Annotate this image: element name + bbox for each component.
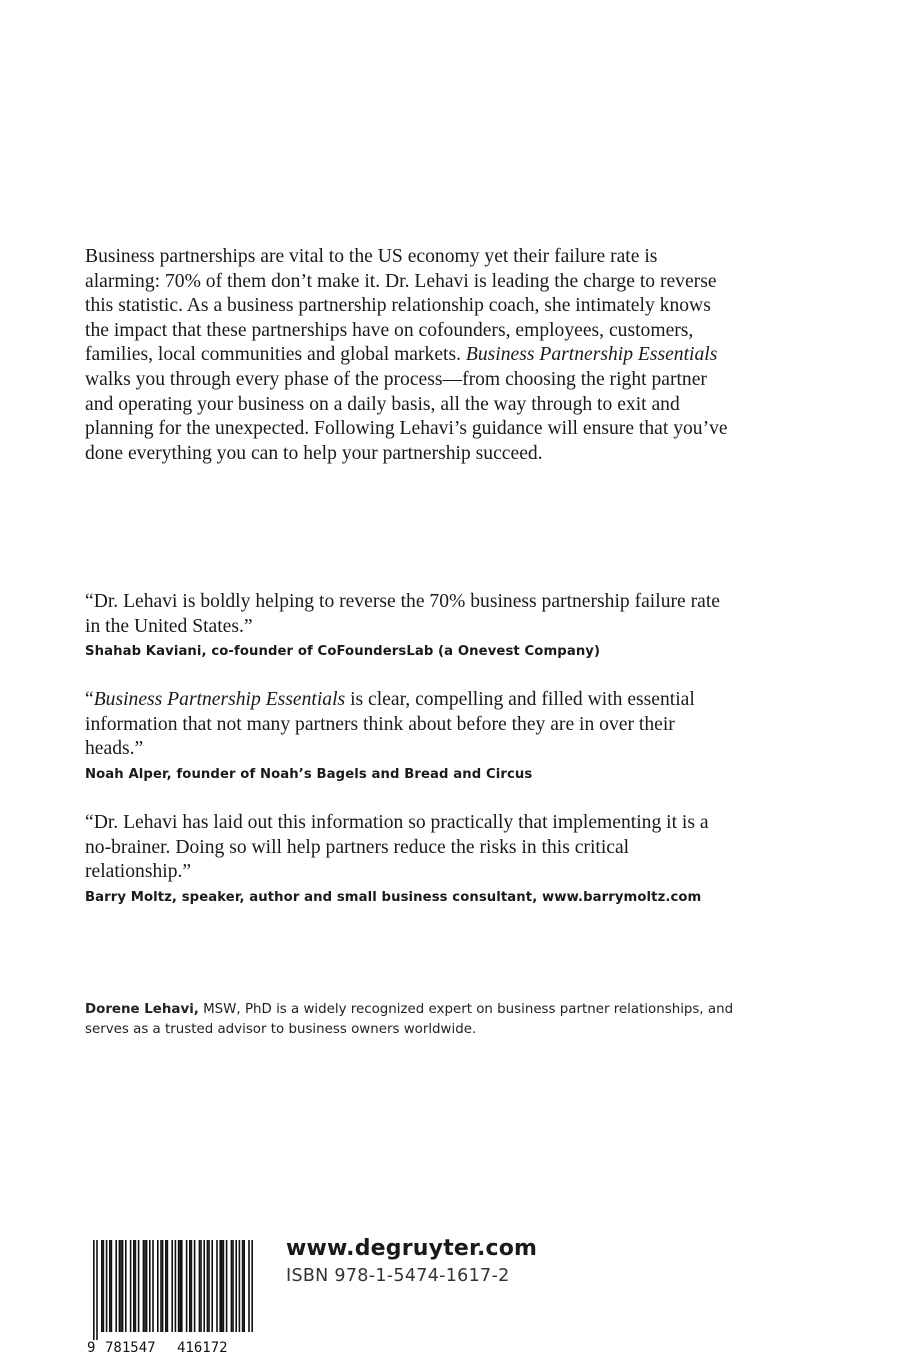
barcode-bar [203,1240,205,1332]
testimonial-attribution: Shahab Kaviani, co-founder of CoFoundersLab (a Onevest Company) [85,644,601,660]
barcode-bar [251,1240,253,1332]
testimonial-book-title: Business Partnership Essentials [93,689,346,710]
isbn-barcode [85,1240,257,1355]
testimonial-attribution: Noah Alper, founder of Noah’s Bagels and Bread and Circus [85,766,533,782]
testimonial-quote-rest: is clear, compelling and filled with essential information that not many partners think about before they are in over their heads.” [85,689,695,760]
testimonial-quote: “Dr. Lehavi has laid out this information so practically that implementing it is a no-brainer. Doing so will help partners reduce the risks in this critical relationship.” [85,812,709,883]
barcode-bar [191,1240,193,1332]
barcode-bar [120,1240,122,1332]
testimonial-1 [85,590,735,659]
back-cover-blurb [85,245,735,466]
barcode-bar [242,1240,244,1332]
isbn-number: ISBN 978-1-5474-1617-2 [286,1266,510,1286]
barcode-bar [106,1240,108,1332]
testimonial-3 [85,811,735,905]
barcode-bar [200,1240,202,1332]
author-bio [85,1000,735,1040]
barcode-bar [138,1240,140,1332]
barcode-bar [194,1240,196,1332]
blurb-text-part1: Business partnerships are vital to the US economy yet their failure rate is alarming: 70% of them don’t make it. Dr. Lehavi is leading the charge to reverse this statistic. As a business partnership relationship coach, she intimately knows the impact that these partnerships have on cofounders, employees, customers, families, local communities and global markets. [85,246,717,366]
barcode-bar [175,1240,177,1332]
barcode-bar [93,1240,95,1340]
barcode-bar [122,1240,124,1332]
barcode-bar [219,1240,221,1332]
barcode-bar [146,1240,148,1332]
barcode-bar [133,1240,135,1332]
barcode-digits-right: 416172 [177,1340,228,1355]
barcode-bars [93,1240,253,1340]
barcode-bar [211,1240,213,1332]
barcode-bar [101,1240,103,1332]
barcode-bar [248,1240,250,1332]
barcode-bar [165,1240,167,1332]
barcode-bar [160,1240,162,1332]
testimonial-quote [85,688,735,762]
barcode-bar [119,1240,121,1332]
barcode-bar [96,1240,98,1340]
barcode-bar [239,1240,241,1332]
barcode-bar [125,1240,127,1332]
barcode-digit-first: 9 [87,1340,96,1355]
barcode-bar [231,1240,233,1332]
barcode-bar [199,1240,201,1332]
blurb-book-title: Business Partnership Essentials [465,344,718,366]
barcode-bar [167,1240,169,1332]
publisher-website[interactable]: www.degruyter.com [286,1236,538,1261]
barcode-bar [178,1240,180,1332]
barcode-bar [109,1240,111,1332]
barcode-digits-left: 781547 [105,1340,156,1355]
barcode-bar [111,1240,113,1332]
barcode-bar [144,1240,146,1332]
barcode-bar [115,1240,117,1332]
blurb-text-part2: walks you through every phase of the process—from choosing the right partner and operating your business on a daily basis, all the way through to exit and planning for the unexpected. Following Lehavi’s guidance will ensure that you’ve done everything you can to help your partnership succeed. [85,368,728,464]
barcode-bar [189,1240,191,1332]
barcode-bar [235,1240,237,1332]
testimonial-attribution: Barry Moltz, speaker, author and small business consultant, www.barrymoltz.com [85,889,702,905]
barcode-bar [207,1240,209,1332]
barcode-bar [181,1240,183,1332]
barcode-bar [149,1240,151,1332]
barcode-bar [162,1240,164,1332]
barcode-bar [135,1240,137,1332]
barcode-bar [223,1240,225,1332]
barcode-bar [186,1240,188,1332]
author-name: Dorene Lehavi, [85,1002,199,1017]
barcode-bar [171,1240,173,1332]
testimonial-quote: “Dr. Lehavi is boldly helping to reverse the 70% business partnership failure rate in the United States.” [85,591,720,637]
barcode-bar [208,1240,210,1332]
barcode-bar [232,1240,234,1332]
barcode-bar [226,1240,228,1332]
testimonial-2 [85,688,735,782]
barcode-bar [243,1240,245,1332]
barcode-bar [103,1240,105,1332]
barcode-bar [216,1240,218,1332]
barcode-bar [152,1240,154,1332]
barcode-bar [143,1240,145,1332]
barcode-bar [130,1240,132,1332]
author-bio-text: MSW, PhD is a widely recognized expert on business partner relationships, and serves as a trusted advisor to business owners worldwide. [85,1002,734,1037]
barcode-bar [221,1240,223,1332]
barcode-bar [157,1240,159,1332]
open-quote-mark: “ [85,689,94,710]
barcode-bar [179,1240,181,1332]
